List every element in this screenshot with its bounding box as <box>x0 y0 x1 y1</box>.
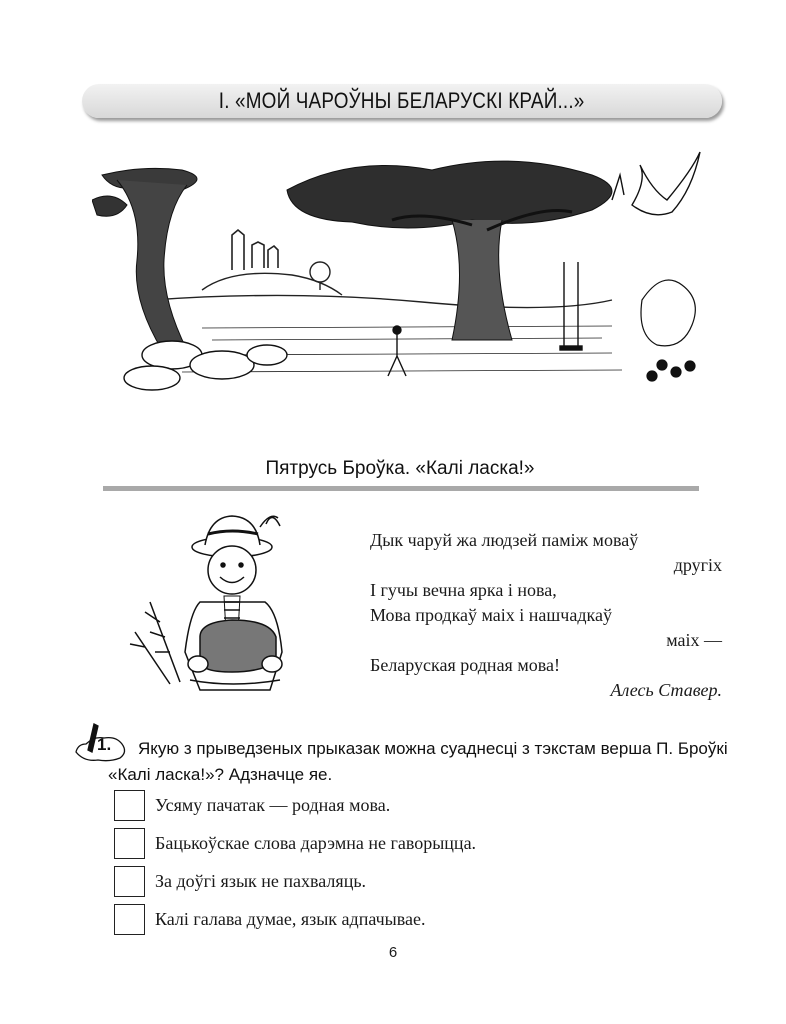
option-label: Бацькоўскае слова дарэмна не гаворыцца. <box>155 833 477 853</box>
poem-author: Алесь Ставер. <box>610 680 722 700</box>
page-number: 6 <box>388 944 398 961</box>
option-checkbox[interactable] <box>114 790 145 821</box>
poem-line: Дык чаруй жа людзей паміж моваў <box>370 530 639 550</box>
option-label: Калі галава думае, язык адпачывае. <box>155 909 426 929</box>
poem-line: Беларуская родная мова! <box>370 655 560 675</box>
task-number: 1. <box>97 735 112 754</box>
option-label: За доўгі язык не пахваляць. <box>155 871 367 891</box>
section-title: I. «МОЙ ЧАРОЎНЫ БЕЛАРУСКІ КРАЙ...» <box>219 88 585 113</box>
landscape-illustration <box>92 150 704 396</box>
option-label: Усяму пачатак — родная мова. <box>155 795 391 815</box>
option-checkbox[interactable] <box>114 866 145 897</box>
title-divider <box>103 486 699 491</box>
poem-line: Мова продкаў маіх і нашчадкаў <box>370 605 612 625</box>
option-item <box>114 828 476 859</box>
option-checkbox[interactable] <box>114 904 145 935</box>
boy-with-bread-illustration <box>120 512 336 702</box>
poem-line: другіх <box>673 555 722 575</box>
poem-title: Пятрусь Броўка. «Калі ласка!» <box>265 458 535 479</box>
poem-excerpt <box>370 528 722 703</box>
section-title-banner <box>82 84 722 118</box>
option-checkbox[interactable] <box>114 828 145 859</box>
option-item <box>114 790 390 821</box>
option-item <box>114 866 366 897</box>
option-item <box>114 904 425 935</box>
poem-line: маіх — <box>666 630 722 650</box>
task-instruction: Якую з прыведзеных прыказак можна суаднесці з тэкстам верша П. Броўкі «Калі ласка!»? Адзначце яе. <box>108 739 728 784</box>
poem-line: І гучы вечна ярка і нова, <box>370 580 557 600</box>
